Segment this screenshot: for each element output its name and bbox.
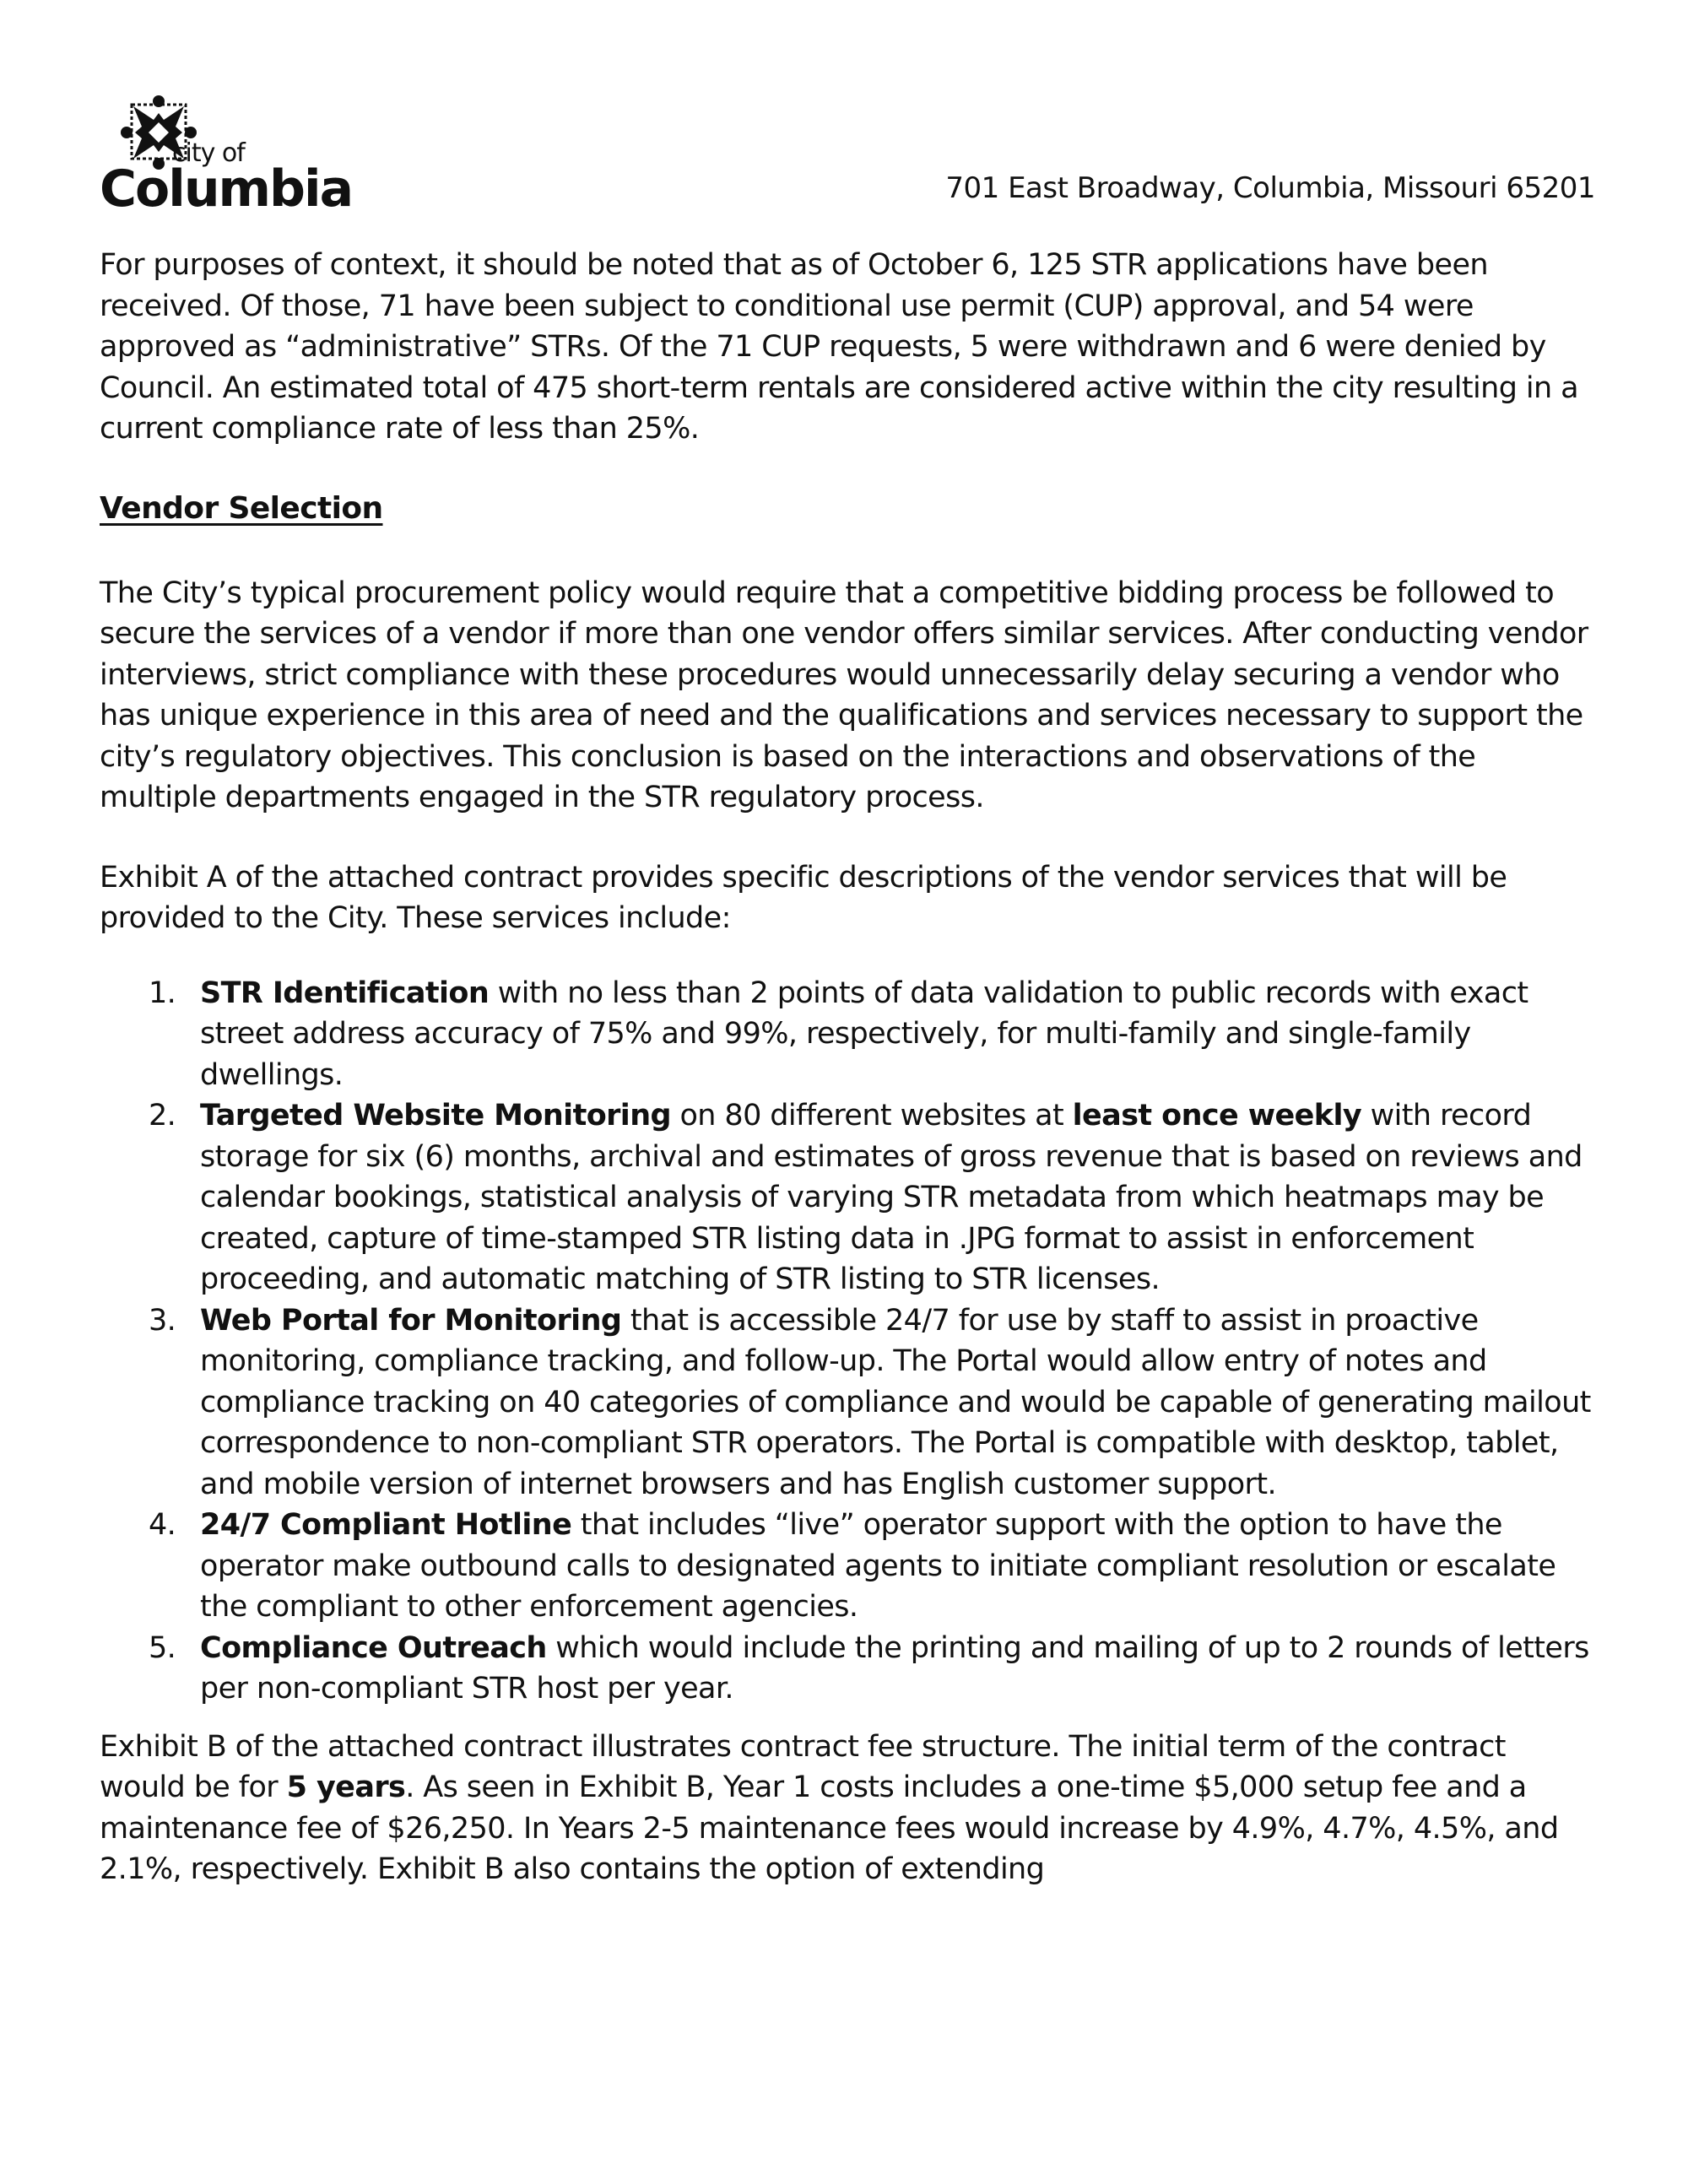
- service-item: [100, 1300, 1593, 1506]
- exhibit-b-text-lead: Exhibit B of the attached contract illustrates contract fee structure. The initial term of the contract would be for: [100, 1729, 1506, 1804]
- service-title: Targeted Website Monitoring: [200, 1099, 671, 1133]
- intro-paragraph: For purposes of context, it should be noted that as of October 6, 125 STR applications have been received. Of those, 71 have been subject to conditional use permit (CUP) approval, and 54 were approved as “administrative” STRs. Of the 71 CUP requests, 5 were withdrawn and 6 were denied by Council. An estimated total of 475 short-term rentals are considered active within the city resulting in a current compliance rate of less than 25%.: [100, 248, 1578, 446]
- logo-text-columbia: Columbia: [100, 159, 353, 219]
- service-description-lead: on 80 different websites at: [670, 1099, 1073, 1133]
- service-title: Web Portal for Monitoring: [200, 1303, 622, 1338]
- service-emphasis: least once weekly: [1072, 1099, 1362, 1133]
- list-number: 2.: [149, 1099, 176, 1133]
- service-item: [100, 1095, 1593, 1300]
- logo-text-city-of: city of: [172, 138, 245, 168]
- service-item: [100, 973, 1593, 1096]
- service-description: with record storage for six (6) months, archival and estimates of gross revenue that is based on reviews and calendar bookings, statistical analysis of varying STR metadata from which heatmaps may be created, capture of time-stamped STR listing data in .JPG format to assist in enforcement proceeding, and automatic matching of STR listing to STR licenses.: [200, 1099, 1582, 1296]
- procurement-paragraph: The City’s typical procurement policy would require that a competitive bidding process be followed to secure the services of a vendor if more than one vendor offers similar services. After conducting vendor interviews, strict compliance with these procedures would unnecessarily delay securing a vendor who has unique experience in this area of need and the qualifications and services necessary to support the city’s regulatory objectives. This conclusion is based on the interactions and observations of the multiple departments engaged in the STR regulatory process.: [100, 576, 1588, 814]
- services-list: [100, 973, 1593, 1710]
- exhibit-a-paragraph: Exhibit A of the attached contract provides specific descriptions of the vendor services that will be provided to the City. These services include:: [100, 860, 1507, 935]
- service-title: Compliance Outreach: [200, 1630, 547, 1665]
- city-address: 701 East Broadway, Columbia, Missouri 65201: [945, 171, 1595, 205]
- list-number: 3.: [149, 1303, 176, 1338]
- city-logo: [100, 95, 353, 221]
- service-item: [100, 1505, 1593, 1628]
- service-description: with no less than 2 points of data validation to public records with exact street address accuracy of 75% and 99%, respectively, for multi-family and single-family dwellings.: [200, 976, 1528, 1092]
- document-page: [100, 0, 1593, 1929]
- letterhead: [100, 0, 1593, 245]
- list-number: 5.: [149, 1630, 176, 1665]
- exhibit-b-text: . As seen in Exhibit B, Year 1 costs includes a one-time $5,000 setup fee and a maintenance fee of $26,250. In Years 2-5 maintenance fees would increase by 4.9%, 4.7%, 4.5%, and 2.1%, respectively. Exhibit B also contains the option of extending: [100, 1770, 1559, 1886]
- list-number: 1.: [149, 976, 176, 1010]
- service-description: that is accessible 24/7 for use by staff to assist in proactive monitoring, compliance tracking, and follow-up. The Portal would allow entry of notes and compliance tracking on 40 categories of compliance and would be capable of generating mailout correspondence to non-compliant STR operators. The Portal is compatible with desktop, tablet, and mobile version of internet browsers and has English customer support.: [200, 1303, 1591, 1501]
- service-title: 24/7 Compliant Hotline: [200, 1508, 572, 1542]
- contract-term: 5 years: [286, 1770, 406, 1804]
- service-description: which would include the printing and mailing of up to 2 rounds of letters per non-compliant STR host per year.: [200, 1630, 1589, 1706]
- service-title: STR Identification: [200, 976, 490, 1010]
- service-description: that includes “live” operator support with the option to have the operator make outbound calls to designated agents to initiate compliant resolution or escalate the compliant to other enforcement agencies.: [200, 1508, 1556, 1624]
- list-number: 4.: [149, 1508, 176, 1542]
- exhibit-b-paragraph: [100, 1727, 1593, 1890]
- service-item: [100, 1628, 1593, 1710]
- section-heading-vendor-selection: Vendor Selection: [100, 490, 383, 526]
